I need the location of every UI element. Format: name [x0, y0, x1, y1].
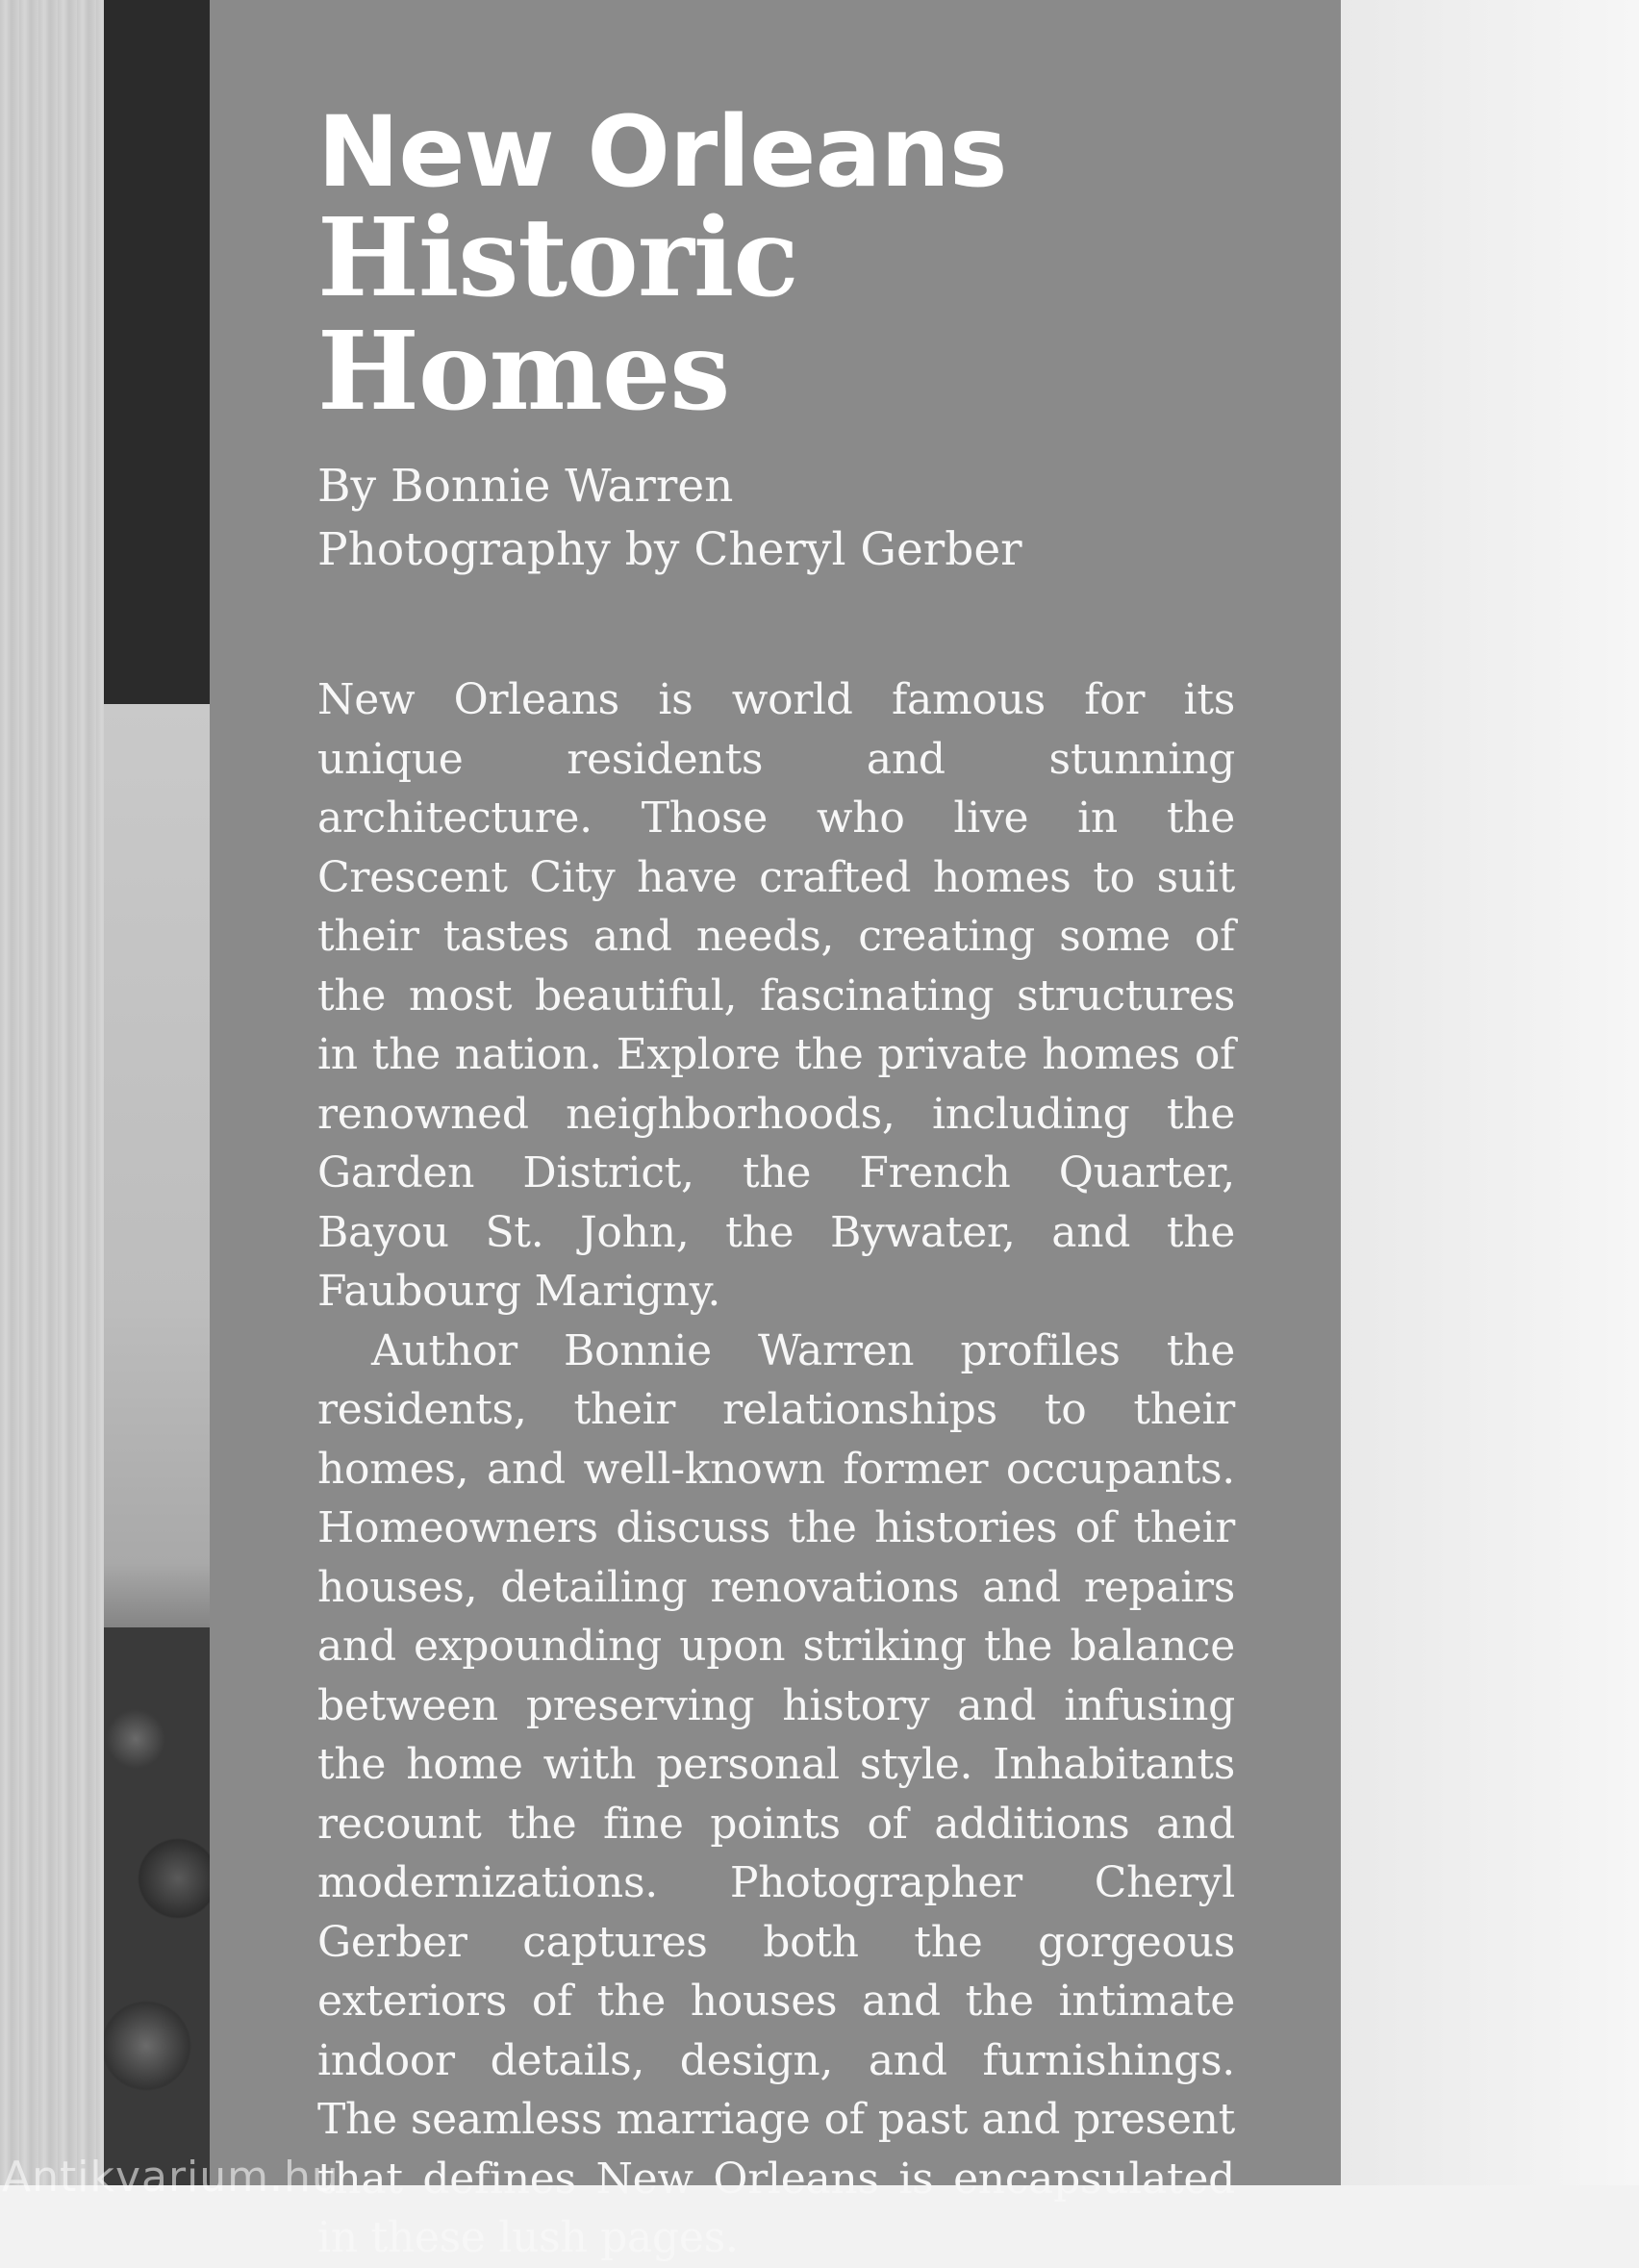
description-paragraph-1: New Orleans is world famous for its unique residents and stunning architecture. Those who live in the Crescent City have crafted homes to suit their tastes and needs, creating some of the most beautiful, fascinating structures in the nation. Explore the private homes of renowned neighborhoods, including the Garden District, the French Quarter, Bayou St. John, the Bywater, and the Faubourg Marigny. — [317, 675, 1235, 1317]
credits — [317, 455, 1235, 582]
book-spine-dark — [104, 0, 210, 704]
watermark: Antikvarium.hu — [2, 2153, 340, 2202]
table-surface — [0, 0, 104, 2185]
book-description — [317, 670, 1235, 2268]
cover-photo-strip — [104, 704, 210, 2185]
tree-photo — [104, 1627, 210, 2185]
description-paragraph-2: Author Bonnie Warren profiles the residents, their relationships to their homes, and well-known former occupants. Homeowners discuss the histories of their houses, detailing renovations and repairs and expounding upon striking the balance between preserving history and infusing the home with personal style. Inhabitants recount the fine points of additions and modernizations. Photographer Cheryl Gerber captures both the gorgeous exteriors of the houses and the intimate indoor details, design, and furnishings. The seamless marriage of past and present that defines New Orleans is encapsulated in these lush pages. — [317, 1325, 1235, 2263]
book-title-main: New Orleans — [317, 95, 1007, 210]
adjacent-page — [1341, 0, 1639, 2185]
author-credit: By Bonnie Warren — [317, 460, 734, 514]
photographer-credit: Photography by Cheryl Gerber — [317, 523, 1022, 577]
cover-text-block — [317, 95, 1235, 2268]
book-title-sub: Historic Homes — [317, 195, 798, 435]
